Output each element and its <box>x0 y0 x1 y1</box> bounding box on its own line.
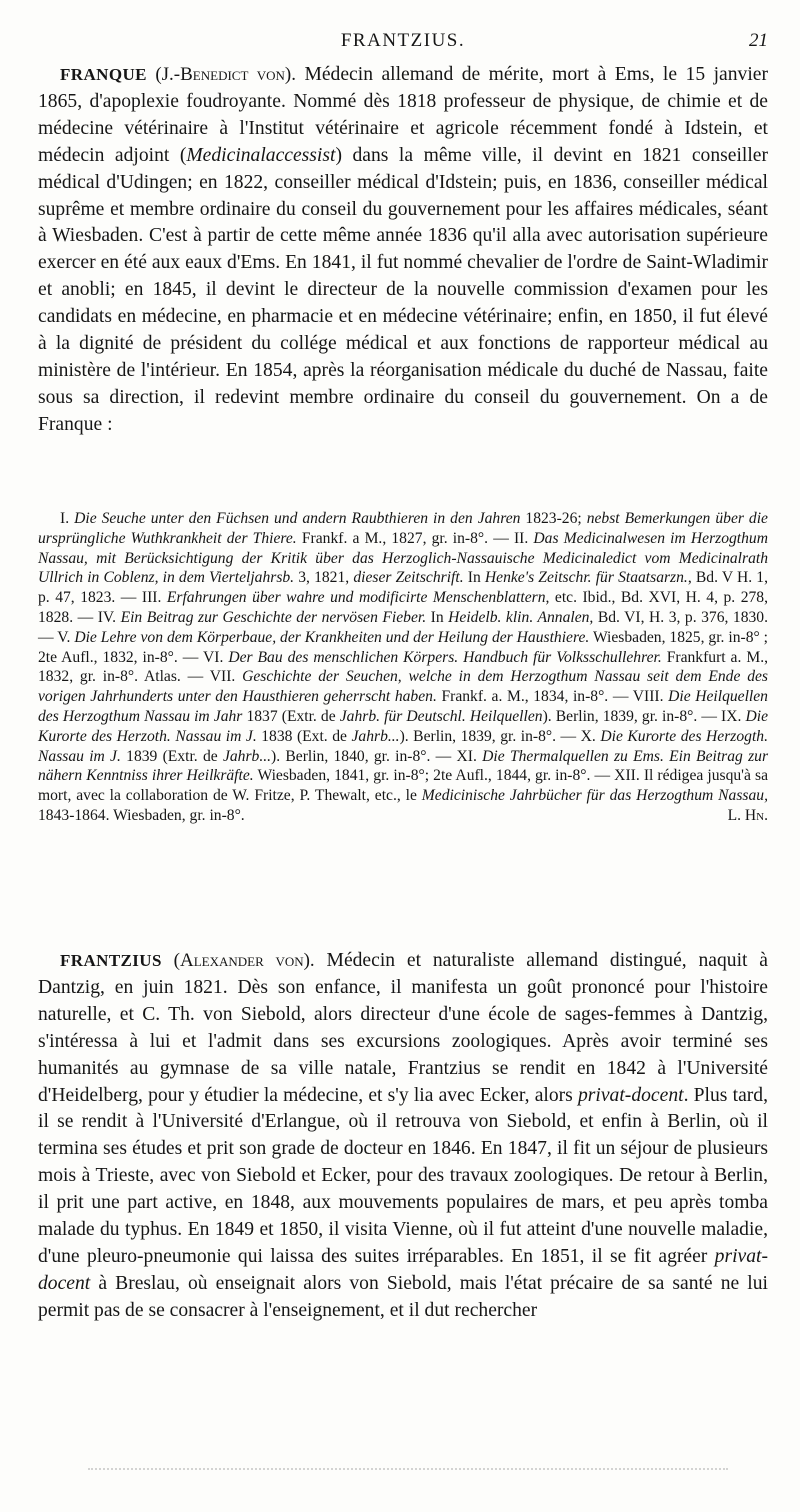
ref-text: Frankf. a M., 1827, gr. in-8°. — II. <box>296 529 534 547</box>
forename-frantzius: (Alexander von). <box>173 950 315 971</box>
ref-title: Die Kurorte des Herzogth. Nassau im J. <box>38 727 768 765</box>
ref-text: 1838 (Ext. de <box>256 727 352 745</box>
ref-title: Die Seuche unter den Füchsen und andern Raubthieren in den Jahren <box>74 510 521 527</box>
entry-frantzius <box>38 948 768 1325</box>
entry-franque-body: Médecin allemand de mérite, mort à Ems, le 15 janvier 1865, d'apoplexie foudroyante. Nommé dès 1818 professeur de physique, de chimie et de médecine vétérinaire à l'Institut vétérinaire et agricole récemment fondé à Idstein, et médecin adjoint ( <box>38 64 768 166</box>
dictionary-page <box>38 0 768 1512</box>
ref-title: Das Medicinalwesen im Herzogthum Nassau, mit Berücksichtigung der Kritik über das Herzoglich-Nassauische Medicinaledict vom Medicinalrath Ullrich in Coblenz, in dem Vierteljahrsb. <box>38 529 768 587</box>
ref-title: Der Bau des menschlichen Körpers. Handbuch für Volksschullehrer. <box>228 648 662 666</box>
entry-franque-body-end: ) dans la même ville, il devint en 1821 conseiller médical d'Udingen; en 1822, conseiller médical d'Idstein; puis, en 1836, conseiller médical suprême et membre ordinaire du conseil du gouvernement pour les affaires médicales, séant à Wiesbaden. C'est à partir de cette même année 1836 qu'il alla avec autorisation supérieure exercer en été aux eaux d'Ems. En 1841, il fut nommé chevalier de l'ordre de Saint-Wladimir et anobli; en 1845, il devint le directeur de la nouvelle commission d'examen pour les candidats en médecine, en pharmacie et en médecine vétérinaire; enfin, en 1850, il fut élevé à la dignité de président du collége médical et aux fonctions de rapporteur médical au ministère de l'intérieur. En 1854, après la réorganisation médicale du duché de Nassau, faite sous sa direction, il redevint membre ordinaire du conseil du gouvernement. On a de Franque : <box>38 144 768 435</box>
entry-franque-text <box>38 62 768 439</box>
ref-title: Jahrb. für Deutschl. Heilquellen <box>339 707 543 725</box>
ref-text: 1823-26; <box>520 510 587 527</box>
ref-title: Heidelb. klin. Annalen, <box>448 608 594 626</box>
ref-text: Frankf. a. M., 1834, in-8°. — VIII. <box>436 688 669 706</box>
headword-frantzius: FRANTZIUS <box>60 951 162 970</box>
running-head <box>38 30 768 56</box>
entry-frantzius-body: Médecin et naturaliste allemand distingué, naquit à Dantzig, en juin 1821. Dès son enfance, il manifesta un goût prononcé pour l'histoire naturelle, et C. Th. von Siebold, alors directeur d'une école de sages-femmes à Dantzig, s'intéressa à lui et l'admit dans ses excursions zoologiques. Après avoir terminé ses humanités au gymnase de sa ville natale, Frantzius se rendit en 1842 à l'Université d'Heidelberg, pour y étudier la médecine, et s'y lia avec Ecker, alors <box>38 950 768 1106</box>
ref-text: 3, 1821, <box>294 569 354 587</box>
ref-title: nebst Bemerkungen über die ursprüngliche Wuthkrankheit der Thiere. <box>38 510 768 547</box>
ref-text: 1843-1864. Wiesbaden, gr. in-8°. <box>38 806 245 824</box>
ref-title: dieser Zeitschrift. <box>353 569 464 587</box>
ref-title: Henke's Zeitschr. für Staatsarzn. <box>484 569 688 587</box>
ref-title: Jahrb... <box>351 727 400 745</box>
scan-artifact-dots <box>88 1468 728 1478</box>
ref-text: I. <box>60 510 75 527</box>
term-medicinalaccessist: Medicinalaccessist <box>186 144 336 166</box>
ref-text: In <box>426 608 449 626</box>
headword-franque: FRANQUE <box>60 65 147 84</box>
ref-title: Ein Beitrag zur Geschichte der nervösen Fieber. <box>120 608 427 626</box>
entry-frantzius-body: à Breslau, où enseignait alors von Siebold, mais l'état précaire de sa santé ne lui permit pas de se consacrer à l'enseignement, et il dut rechercher <box>38 1272 768 1321</box>
ref-text: ). Berlin, 1839, gr. in-8°. — X. <box>399 727 601 745</box>
ref-title: Die Kurorte des Herzoth. Nassau im J. <box>38 707 769 745</box>
ref-text: Wiesbaden, 1825, gr. in-8° ; 2te Aufl., 1832, in-8°. — VI. <box>38 628 768 666</box>
ref-title: Medicinische Jahrbücher für das Herzogthum Nassau, <box>421 787 768 805</box>
ref-text: Frankfurt a. M., 1832, gr. in-8°. Atlas. — VII. <box>38 648 768 686</box>
entry-franque <box>38 62 768 439</box>
forename-franque: (J.-Benedict von). <box>155 64 296 85</box>
author-signature: L. Hn. <box>727 806 768 824</box>
entry-frantzius-text <box>38 948 768 1325</box>
ref-title: Die Thermalquellen zu Ems. Ein Beitrag zur nähern Kenntniss ihrer Heilkräfte. <box>38 747 769 785</box>
term-privat-docent: privat-docent <box>38 1245 768 1294</box>
running-title: FRANTZIUS. <box>340 30 466 51</box>
term-privat-docent: privat-docent <box>578 1084 684 1106</box>
bibliography-franque <box>38 509 768 826</box>
ref-text: Wiesbaden, 1841, gr. in-8°; 2te Aufl., 1844, gr. in-8°. — XII. Il rédigea jusqu'à sa mort, avec la collaboration de W. Fritze, P. Thewalt, etc., le <box>38 767 768 805</box>
ref-text: ). Berlin, 1840, gr. in-8°. — XI. <box>271 747 483 765</box>
ref-title: Jahrb... <box>222 747 272 765</box>
ref-title: Geschichte der Seuchen, welche in dem Herzogthum Nassau seit dem Ende des vorigen Jahrhunderts unter den Hausthieren geherrscht haben. <box>38 668 768 706</box>
ref-text: In <box>463 569 485 587</box>
ref-text: 1837 (Extr. de <box>242 707 340 725</box>
entry-frantzius-body: . Plus tard, il se rendit à l'Université d'Erlangue, où il retrouva von Siebold, et enfin à Berlin, où il termina ses études et prit son grade de docteur en 1846. En 1847, il fit un séjour de plusieurs mois à Trieste, avec von Siebold et Ecker, pour des travaux zoologiques. De retour à Berlin, il prit une part active, en 1848, aux mouvements populaires de mars, et peu après tomba malade du typhus. En 1849 et 1850, il visita Vienne, où il fut atteint d'une nouvelle maladie, d'une pleuro-pneumonie qui laissa des suites irréparables. En 1851, il se fit agréer <box>38 1084 768 1267</box>
ref-text: 1839 (Extr. de <box>120 747 223 765</box>
ref-text: , Bd. V H. 1, p. 47, 1823. — III. <box>38 569 768 607</box>
ref-title: Die Heilquellen des Herzogthum Nassau im Jahr <box>38 688 768 725</box>
page-number: 21 <box>749 30 768 51</box>
ref-text: etc. Ibid., Bd. XVI, H. 4, p. 278, 1828. — IV. <box>38 589 768 626</box>
ref-text: ). Berlin, 1839, gr. in-8°. — IX. <box>542 707 746 725</box>
ref-text: Bd. VI, H. 3, p. 376, 1830. — V. <box>38 608 769 646</box>
ref-title: Die Lehre von dem Körperbaue, der Krankheiten und der Heilung der Hausthiere. <box>74 628 590 646</box>
ref-title: Erfahrungen über wahre und modificirte Menschenblattern, <box>166 589 550 607</box>
